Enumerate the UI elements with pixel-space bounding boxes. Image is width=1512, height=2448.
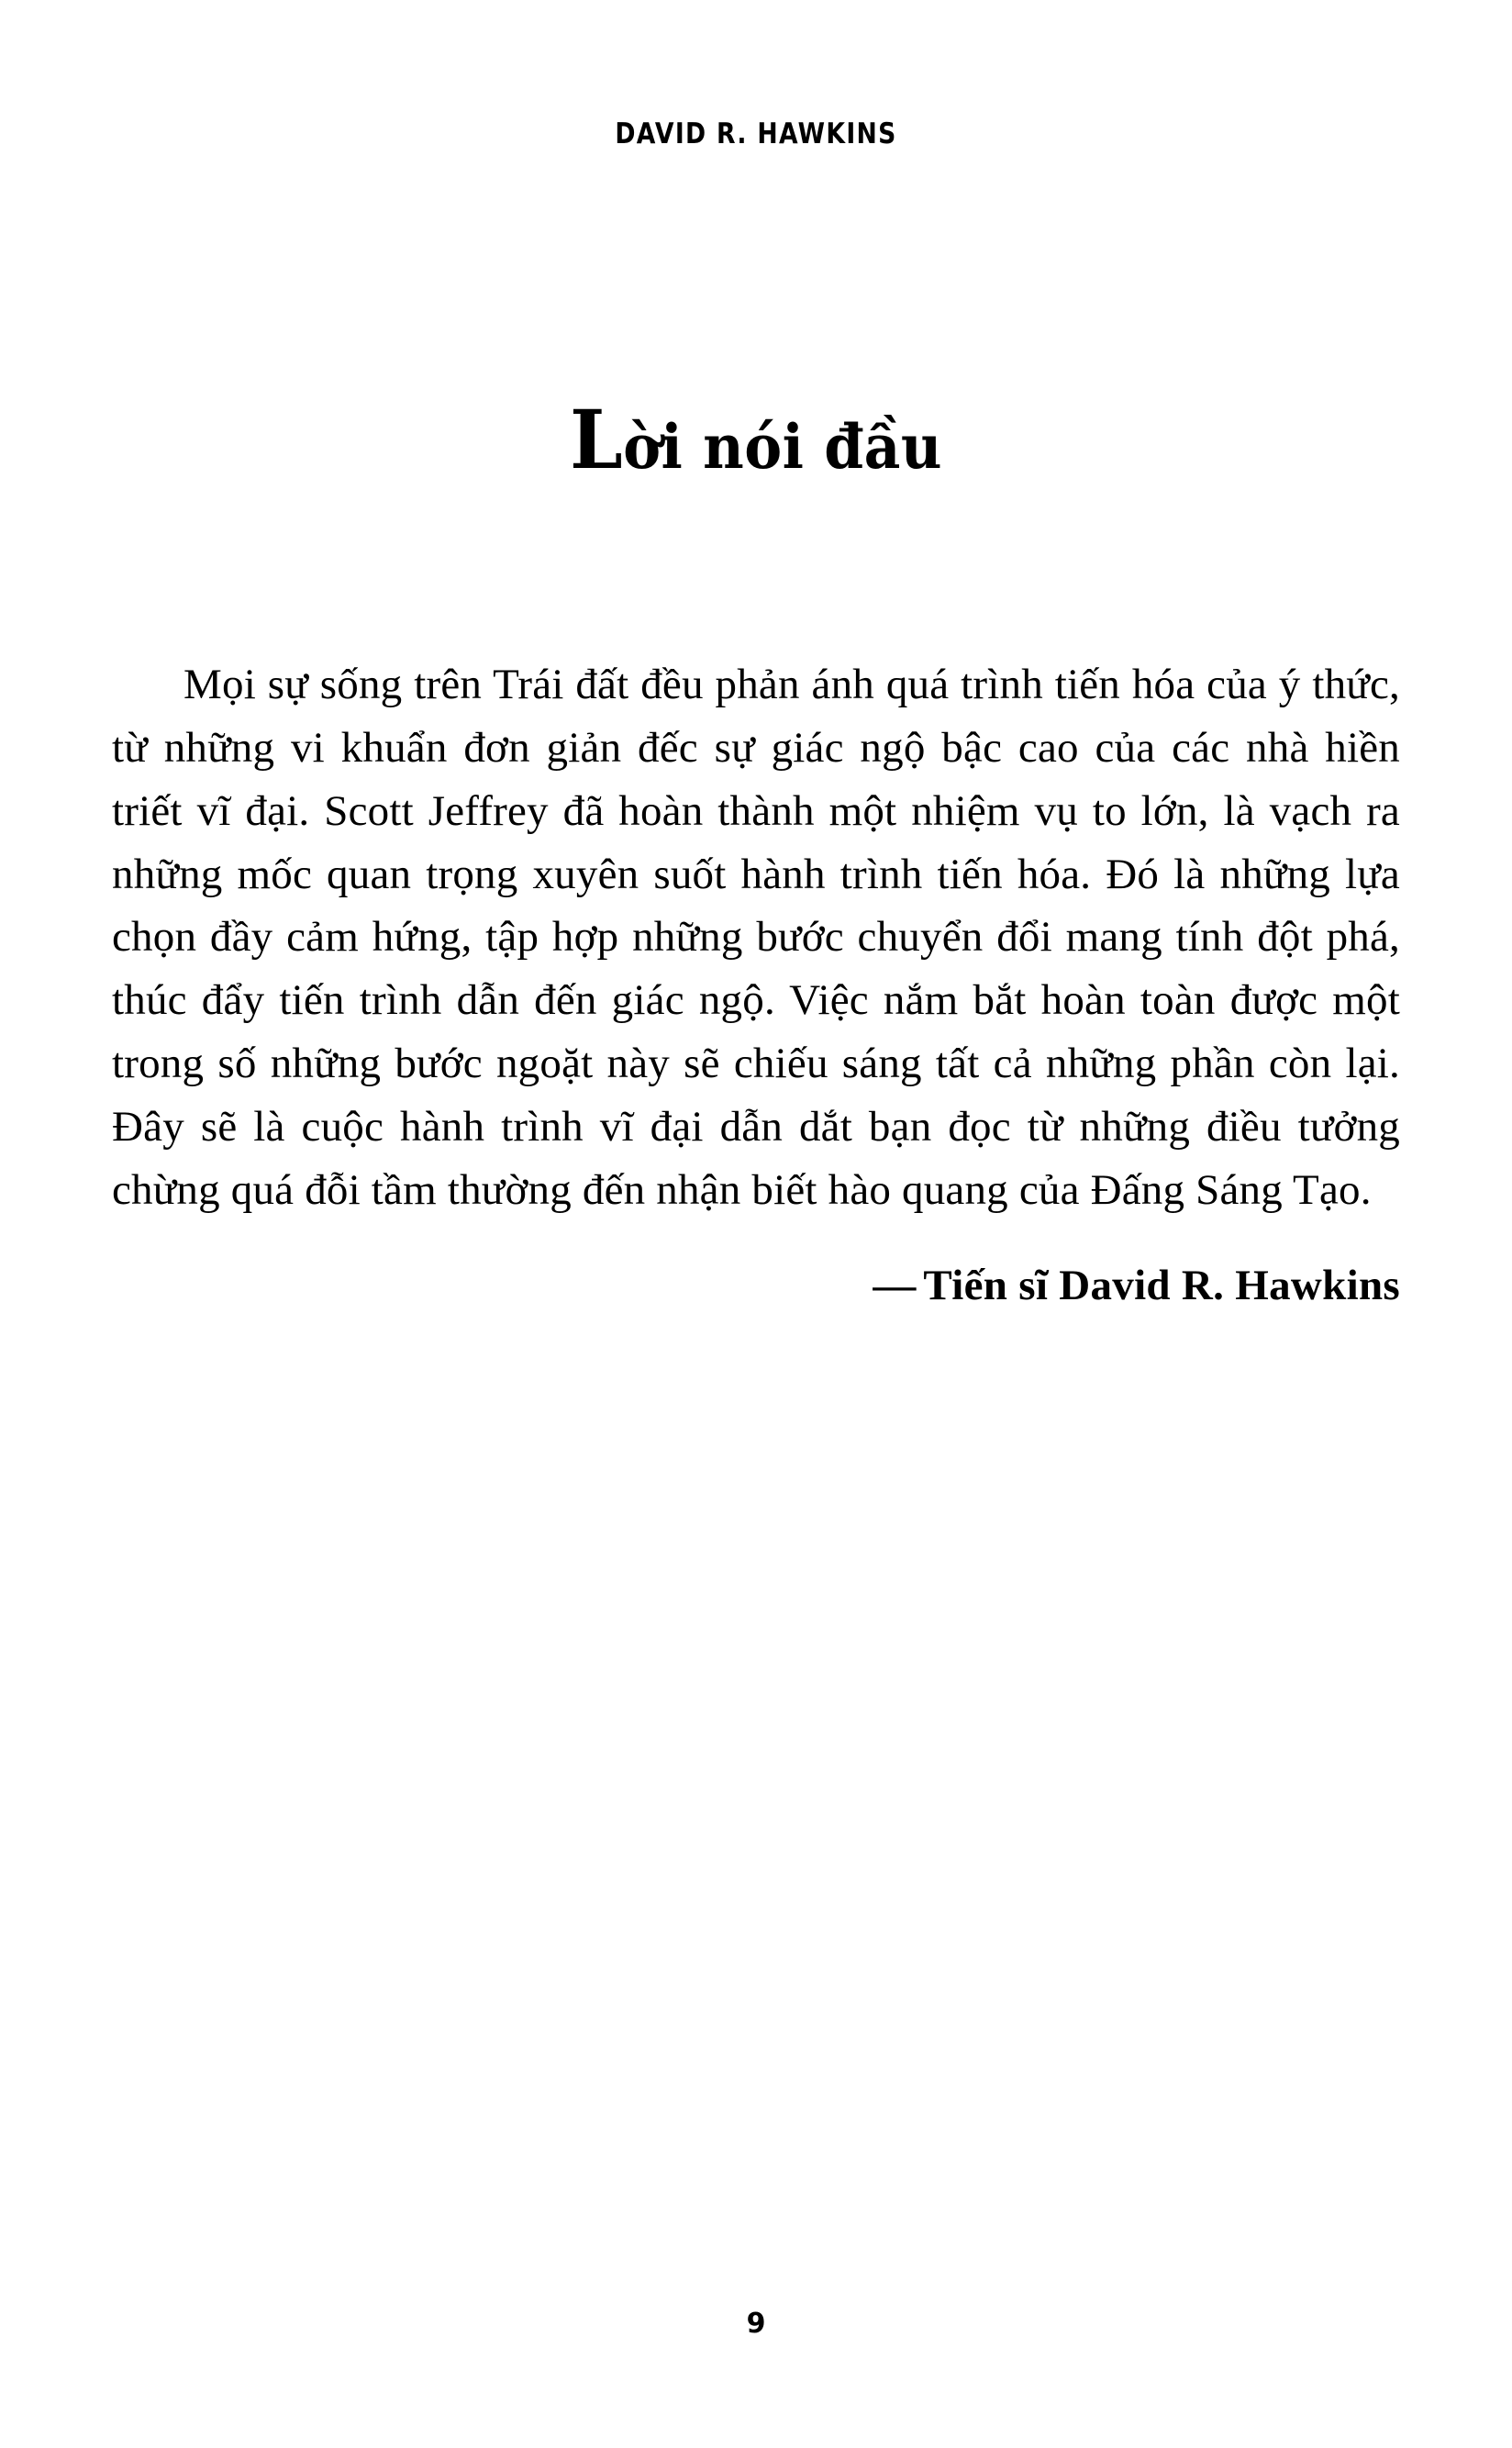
body-paragraph: Mọi sự sống trên Trái đất đều phản ánh quá trình tiến hóa của ý thức, từ những vi khuẩn đơn giản đếc sự giác ngộ bậc cao của các nhà hiền triết vĩ đại. Scott Jeffrey đã hoàn thành một nhiệm vụ to lớn, là vạch ra những mốc quan trọng xuyên suốt hành trình tiến hóa. Đó là những lựa chọn đầy cảm hứng, tập hợp những bước chuyển đổi mang tính đột phá, thúc đẩy tiến trình dẫn đến giác ngộ. Việc nắm bắt hoàn toàn được một trong số những bước ngoặt này sẽ chiếu sáng tất cả những phần còn lại. Đây sẽ là cuộc hành trình vĩ đại dẫn dắt bạn đọc từ những điều tưởng chừng quá đỗi tầm thường đến nhận biết hào quang của Đấng Sáng Tạo. [112, 661, 1400, 1214]
body-block [112, 653, 1400, 1310]
page-title-rest: ời nói đầu [623, 411, 942, 483]
running-head: DAVID R. HAWKINS [615, 117, 897, 150]
page-number: 9 [746, 2308, 766, 2340]
attribution [112, 1261, 1400, 1310]
attribution-name: Tiến sĩ David R. Hawkins [923, 1261, 1400, 1309]
attribution-dash: — [873, 1261, 917, 1309]
page-title [53, 392, 1460, 487]
drop-cap: L [570, 392, 624, 487]
